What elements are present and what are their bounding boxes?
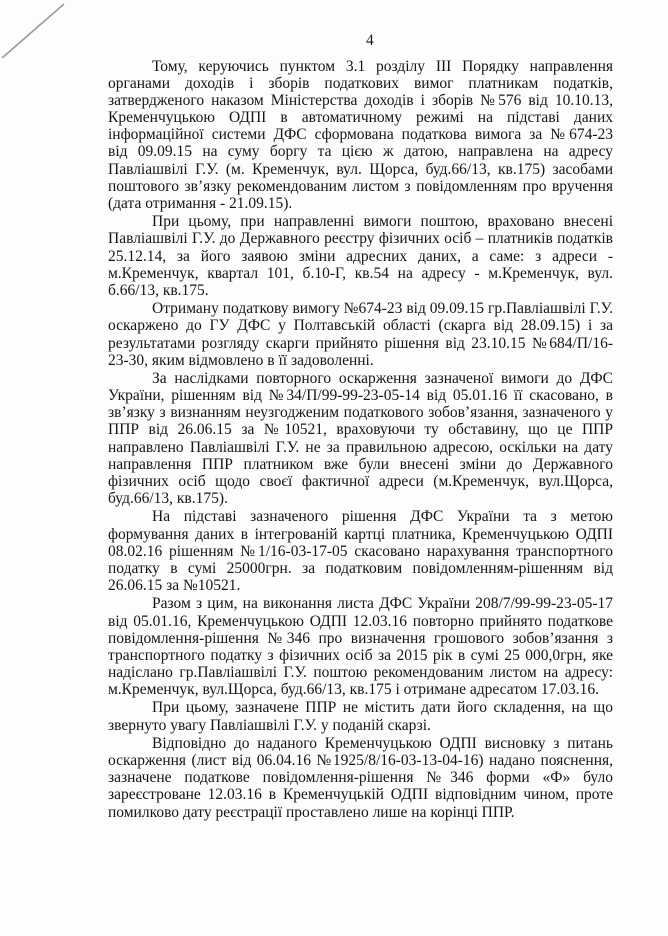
text-line: податку в сумі 25000грн. за податковим повідомленням-рішенням від — [108, 559, 613, 577]
text-line: звернуто увагу Павліашвілі Г.У. у поданій скарзі. — [108, 716, 431, 734]
document-body — [108, 58, 613, 822]
paragraph — [108, 213, 613, 298]
page-number: 4 — [366, 32, 374, 49]
text-line: зв’язку з визнанням неузгодженим податкового зобов’язання, зазначеного у — [108, 404, 613, 422]
paragraph — [108, 595, 613, 698]
text-line: поштового зв’язку рекомендованим листом з повідомленням про вручення — [108, 177, 613, 195]
text-line: результатами розгляду скарги прийнято рішення від 23.10.15 №684/П/16- — [108, 334, 613, 352]
text-line: фізичних осіб щодо своєї фактичної адреси (м.Кременчук, вул.Щорса, — [108, 472, 613, 490]
text-line: оскаржено до ГУ ДФС у Полтавській області (скарга від 28.09.15) і за — [108, 317, 613, 335]
text-line: України, рішенням від №34/П/99-99-23-05-14 від 05.01.16 її скасовано, в — [108, 387, 613, 405]
text-line: транспортного податку з фізичних осіб за 2015 рік в сумі 25 000,0грн, яке — [108, 646, 613, 664]
text-line: зареєстроване 12.03.16 в Кременчуцькій ОДПІ відповідним чином, проте — [108, 786, 613, 804]
text-line: При цьому, зазначене ППР не містить дати його складення, на що — [152, 699, 613, 717]
text-line: Разом з цим, на виконання листа ДФС України 208/7/99-99-23-05-17 — [152, 595, 613, 613]
text-line: За наслідками повторного оскарження зазначеної вимоги до ДФС — [152, 370, 613, 388]
text-line: м.Кременчук, квартал 101, б.10-Г, кв.54 на адресу - м.Кременчук, вул. — [108, 264, 613, 282]
text-line: (дата отримання - 21.09.15). — [108, 194, 293, 212]
paragraph — [108, 300, 613, 368]
text-line: Кременчуцькою ОДПІ в автоматичному режимі на підставі даних — [108, 109, 613, 127]
paragraph — [108, 58, 613, 212]
text-line: 25.12.14, за його заявою зміни адресних даних, а саме: з адреси - — [108, 247, 613, 265]
text-line: Відповідно до наданого Кременчуцькою ОДПІ висновку з питань — [152, 735, 613, 753]
paragraph — [108, 699, 613, 733]
paragraph — [108, 508, 613, 593]
text-line: направлено Павліашвілі Г.У. не за правильною адресою, оскільки на дату — [108, 438, 613, 456]
text-line: Тому, керуючись пунктом 3.1 розділу III Порядку направлення — [152, 58, 613, 75]
text-line: Павліашвілі Г.У. (м. Кременчук, вул. Щорса, буд.66/13, кв.175) засобами — [108, 160, 613, 178]
text-line: інформаційної системи ДФС сформована податкова вимога за №674-23 — [108, 126, 613, 144]
text-line: Отриману податкову вимогу №674-23 від 09.09.15 гр.Павліашвілі Г.У. — [152, 300, 613, 318]
scan-artifact-line — [0, 0, 80, 60]
text-line: помилково дату реєстрації проставлено лише на корінці ППР. — [108, 803, 515, 821]
text-line: направлення ППР платником вже були внесені зміни до Державного — [108, 455, 613, 473]
text-line: затвердженого наказом Міністерства доходів і зборів №576 від 10.10.13, — [108, 92, 613, 110]
text-line: буд.66/13, кв.175). — [108, 489, 228, 507]
text-line: При цьому, при направленні вимоги поштою, враховано внесені — [152, 213, 613, 231]
text-line: формування даних в інтегрованій картці платника, Кременчуцькою ОДПІ — [108, 525, 613, 543]
text-line: ППР від 26.06.15 за №10521, враховуючи ту обставину, що це ППР — [108, 421, 613, 439]
text-line: зазначене податкове повідомлення-рішення №346 форми «Ф» було — [108, 769, 613, 787]
text-line: від 05.01.16, Кременчуцькою ОДПІ 12.03.16 повторно прийнято податкове — [108, 612, 613, 630]
text-line: повідомлення-рішення №346 про визначення грошового зобов’язання з — [108, 629, 613, 647]
text-line: Павліашвілі Г.У. до Державного реєстру фізичних осіб – платників податків — [108, 230, 613, 248]
text-line: органами доходів і зборів податкових вимог платникам податків, — [108, 75, 613, 93]
text-line: від 09.09.15 на суму боргу та цією ж датою, направлена на адресу — [108, 143, 613, 161]
text-line: 23-30, яким відмовлено в її задоволенні. — [108, 351, 374, 369]
paragraph — [108, 735, 613, 820]
text-line: оскарження (лист від 06.04.16 №1925/8/16-03-13-04-16) надано пояснення, — [108, 752, 613, 770]
text-line: На підставі зазначеного рішення ДФС України та з метою — [152, 508, 613, 526]
text-line: 08.02.16 рішенням №1/16-03-17-05 скасовано нарахування транспортного — [108, 542, 613, 560]
text-line: надіслано гр.Павліашвілі Г.У. поштою рекомендованим листом на адресу: — [108, 663, 613, 681]
text-line: б.66/13, кв.175. — [108, 281, 209, 299]
text-line: 26.06.15 за №10521. — [108, 576, 241, 594]
paragraph — [108, 370, 613, 507]
text-line: м.Кременчук, вул.Щорса, буд.66/13, кв.175 і отримане адресатом 17.03.16. — [108, 680, 600, 698]
